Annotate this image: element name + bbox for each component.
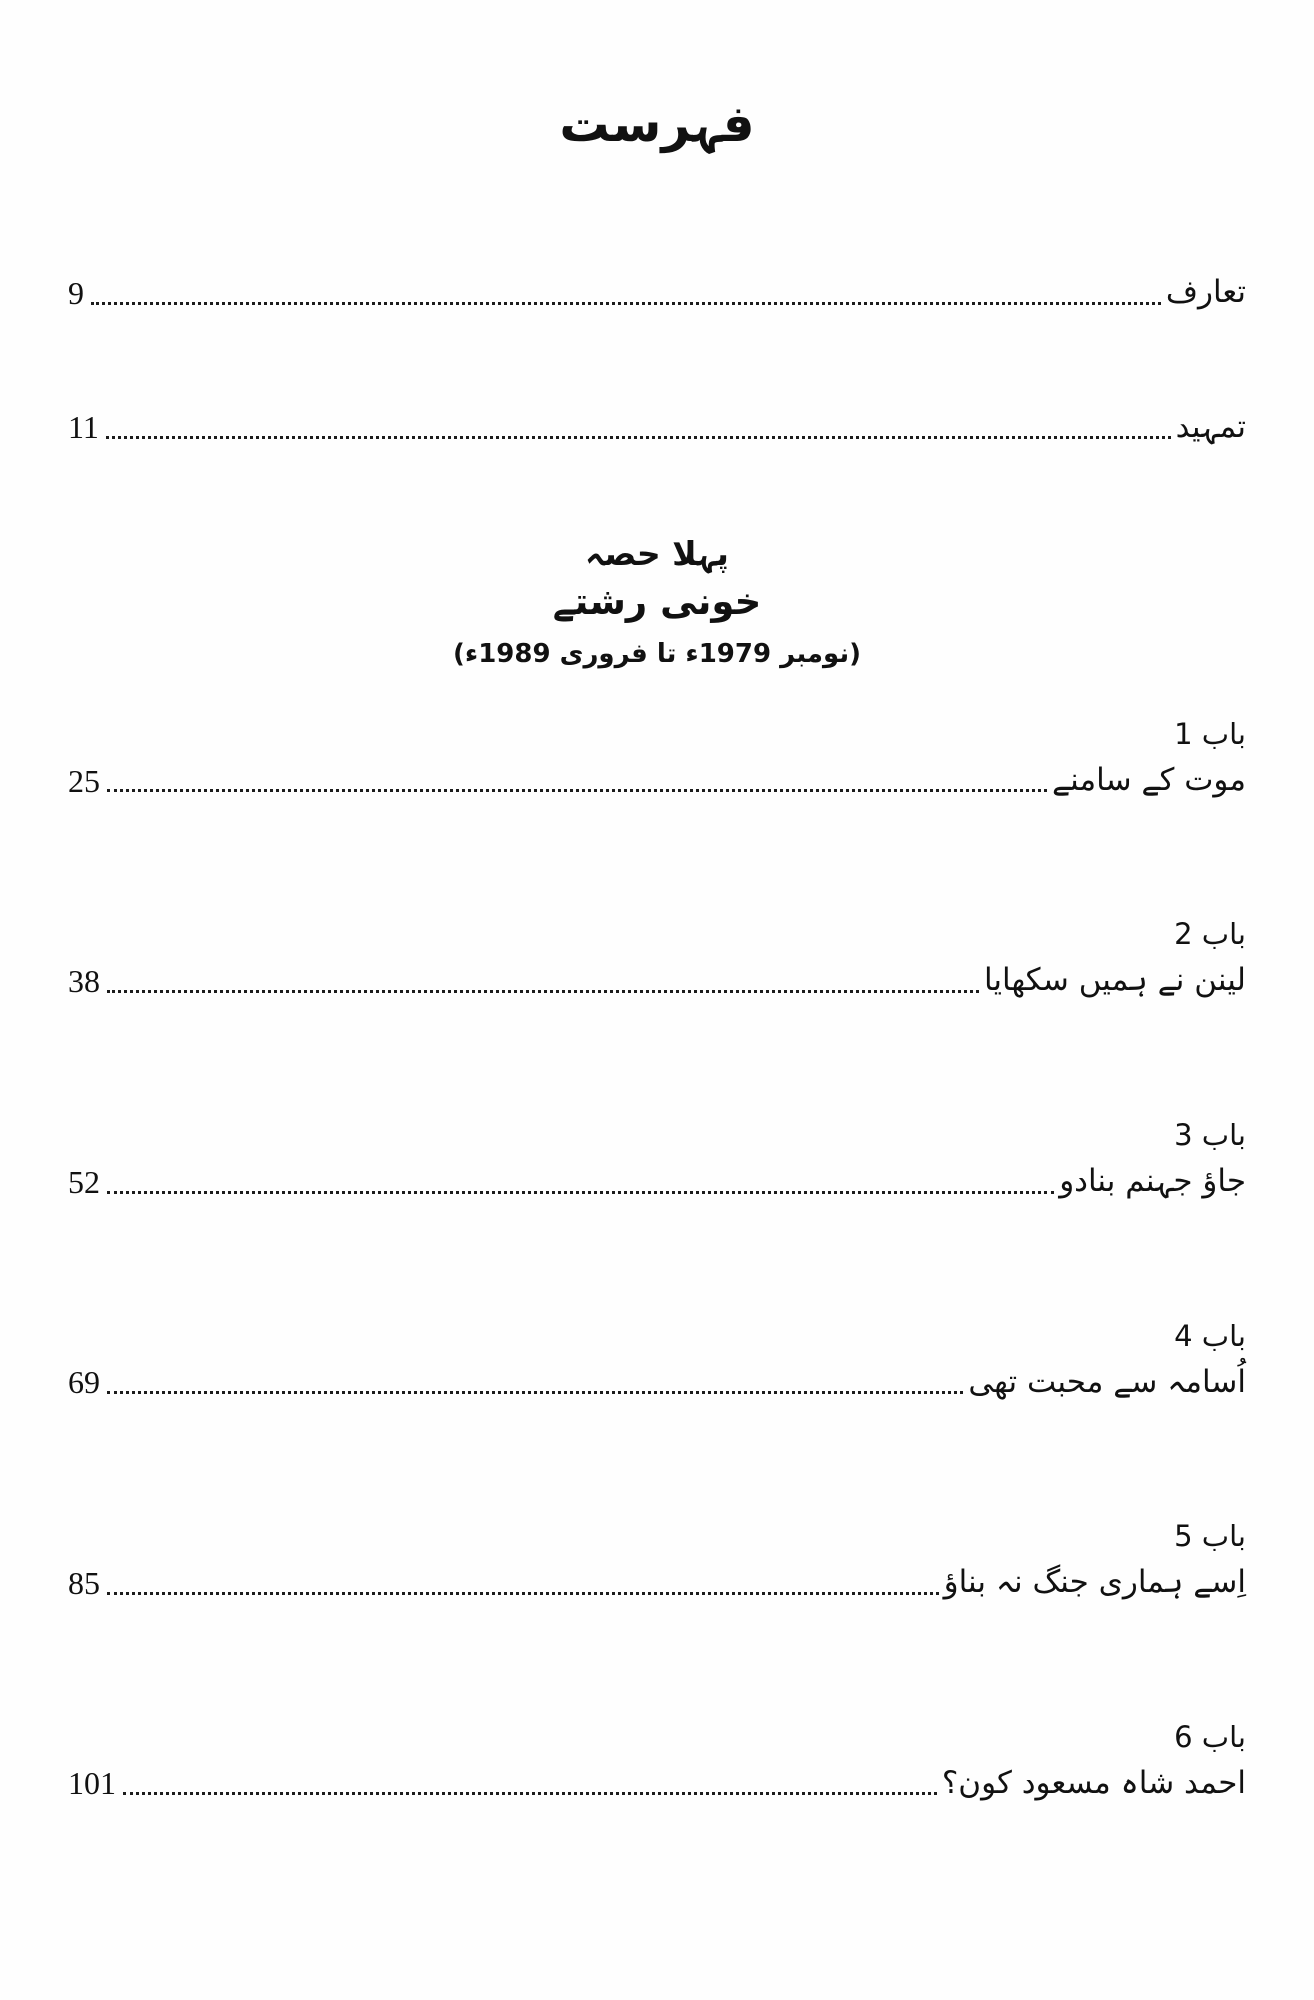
chapter-label: باب 5 [1174, 1519, 1246, 1554]
toc-entry [68, 757, 1246, 804]
toc-entry [68, 957, 1246, 1004]
toc-entry-title: اِسے ہماری جنگ نہ بناؤ [943, 1564, 1246, 1601]
toc-chapter-1 [68, 713, 1246, 804]
chapter-label: باب 3 [1174, 1117, 1246, 1152]
dot-leader [106, 436, 1171, 439]
page-number: 25 [68, 762, 100, 799]
part-date-range: (نومبر 1979ء تا فروری 1989ء) [453, 639, 861, 670]
toc-chapter-3 [68, 1114, 1246, 1205]
toc-entry [68, 1559, 1246, 1606]
page-number: 9 [68, 274, 84, 311]
toc-entry-title: تعارف [1165, 274, 1246, 310]
page-number: 101 [68, 1765, 116, 1802]
toc-chapter-5 [68, 1515, 1246, 1606]
page-number: 11 [68, 409, 99, 446]
dot-leader [123, 1792, 937, 1795]
toc-entry-title: لینن نے ہمیں سکھایا [983, 962, 1246, 999]
toc-entry [68, 1760, 1246, 1807]
toc-chapter-2 [68, 913, 1246, 1004]
dot-leader [107, 1391, 963, 1394]
toc-entry-title: اُسامہ سے محبت تھی [968, 1363, 1246, 1400]
toc-entry-preface [68, 404, 1246, 451]
part-title: خونی رشتے [552, 579, 762, 623]
toc-entry-title: موت کے سامنے [1052, 761, 1246, 798]
dot-leader [107, 1191, 1054, 1194]
page-number: 38 [68, 963, 100, 1000]
toc-entry-intro [68, 269, 1246, 316]
dot-leader [107, 990, 979, 993]
toc-entry-title: احمد شاہ مسعود کون؟ [941, 1764, 1246, 1801]
part-label: پہلا حصہ [585, 534, 729, 573]
page-number: 52 [68, 1163, 100, 1200]
chapter-label: باب 4 [1174, 1318, 1246, 1353]
part-heading [68, 532, 1246, 673]
toc-entry-title: تمہید [1175, 408, 1246, 445]
chapter-label: باب 1 [1174, 716, 1246, 751]
toc-chapter-4 [68, 1315, 1246, 1406]
chapter-label: باب 6 [1174, 1719, 1246, 1754]
dot-leader [107, 789, 1047, 792]
chapter-label: باب 2 [1174, 917, 1246, 952]
toc-chapter-6 [68, 1716, 1246, 1807]
dot-leader [91, 302, 1161, 305]
dot-leader [107, 1592, 939, 1595]
toc-entry [68, 1359, 1246, 1406]
toc-entry [68, 1158, 1246, 1205]
page-number: 85 [68, 1564, 100, 1601]
page-number: 69 [68, 1364, 100, 1401]
page-title: فہرست [559, 95, 755, 153]
toc-entry-title: جاؤ جہنم بنادو [1059, 1163, 1246, 1200]
